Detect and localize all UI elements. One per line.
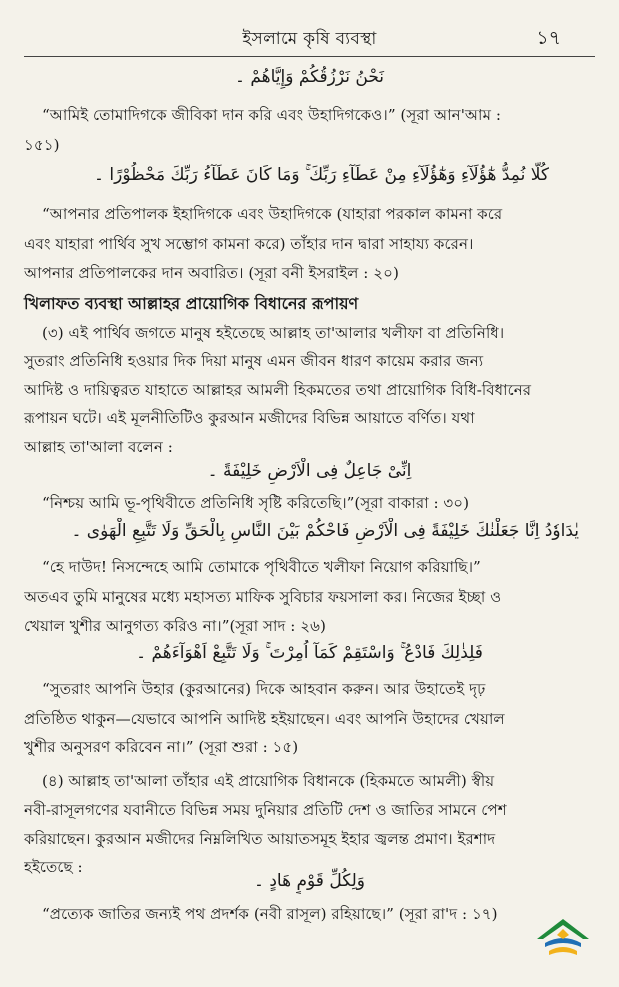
arabic-verse: وَلِكُلِّ قَوْمٍ هَادٍ ۔ <box>254 871 365 891</box>
paragraph-line: নবী-রাসূলগণের যবানীতে বিভিন্ন সময় দুনিয়ার প্রতিটি দেশ ও জাতির সামনে পেশ <box>24 801 507 819</box>
arabic-verse: اِنِّىْ جَاعِلٌ فِى الْاَرْضِ خَلِيْفَةً ۔ <box>207 461 412 481</box>
paragraph-line: (৪) আল্লাহ তা'আলা তাঁহার এই প্রায়োগিক বিধানকে (হিকমতে আমলী) স্বীয় <box>42 772 495 790</box>
paragraph-line: আপনার প্রতিপালকের দান অবারিত। (সূরা বনী ইসরাইল : ২০) <box>24 264 399 282</box>
paragraph-line: অতএব তুমি মানুষের মধ্যে মহাসত্য মাফিক সুবিচার ফয়সালা কর। নিজের ইচ্ছা ও <box>24 588 502 606</box>
paragraph-line: আল্লাহ তা'আলা বলেন : <box>24 438 173 456</box>
paragraph-line: করিয়াছেন। কুরআন মজীদের নিম্নলিখিত আয়াতসমূহ ইহার জ্বলন্ত প্রমাণ। ইরশাদ <box>24 830 496 848</box>
publisher-logo-icon <box>531 909 595 961</box>
paragraph-line: খুশীর অনুসরণ করিবেন না।” (সূরা শুরা : ১৫) <box>24 738 299 756</box>
paragraph-line: সুতরাং প্রতিনিধি হওয়ার দিক দিয়া মানুষ এমন জীবন ধারণ কায়েম করার জন্য <box>24 352 484 370</box>
paragraph-line: প্রতিষ্ঠিত থাকুন—যেভাবে আপনি আদিষ্ট হইয়াছেন। এবং আপনি উহাদের খেয়াল <box>24 710 505 728</box>
paragraph-line: “সুতরাং আপনি উহার (কুরআনের) দিকে আহবান করুন। আর উহাতেই দৃঢ় <box>42 680 486 698</box>
running-title: ইসলামে কৃষি ব্যবস্থা <box>242 29 377 49</box>
arabic-verse: نَحْنُ نَرْزُقُكُمْ وَإِيَّاهُمْ ۔ <box>234 67 385 87</box>
paragraph-line: (৩) এই পার্থিব জগতে মানুষ হইতেছে আল্লাহ তা'আলার খলীফা বা প্রতিনিধি। <box>42 324 505 342</box>
paragraph-line: “আমিই তোমাদিগকে জীবিকা দান করি এবং উহাদিগকেও।” (সূরা আন'আম : <box>42 106 502 124</box>
paragraph-line: “আপনার প্রতিপালক ইহাদিগকে এবং উহাদিগকে (যাহারা পরকাল কামনা করে <box>42 205 503 223</box>
paragraph-line: রূপায়ন ঘটে। এই মূলনীতিটিও কুরআন মজীদের বিভিন্ন আয়াতে বর্ণিত। যথা <box>24 409 475 427</box>
page-number: ১৭ <box>536 27 561 49</box>
header-divider <box>24 56 595 57</box>
paragraph-line: হইতেছে : <box>24 858 83 876</box>
arabic-verse: فَلِذٰلِكَ فَادْعُ ۚ وَاسْتَقِمْ كَمَآ اُمِرْتَ ۚ وَلَا تَتَّبِعْ اَهْوَآءَهُمْ ۔ <box>136 643 483 663</box>
paragraph-line: “নিশ্চয় আমি ভূ-পৃথিবীতে প্রতিনিধি সৃষ্টি করিতেছি।”(সূরা বাকারা : ৩০) <box>42 494 470 512</box>
paragraph-line: “প্রত্যেক জাতির জন্যই পথ প্রদর্শক (নবী রাসূল) রহিয়াছে।” (সূরা রা'দ : ১৭) <box>42 905 498 923</box>
arabic-verse: يٰدَاوٗدُ اِنَّا جَعَلْنٰكَ خَلِيْفَةً فِى الْاَرْضِ فَاحْكُمْ بَيْنَ النَّاسِ بِالْحَقِّ وَلَا تَتَّبِعِ الْهَوٰى ۔ <box>71 521 579 541</box>
paragraph-line: “হে দাউদ! নিসন্দেহে আমি তোমাকে পৃথিবীতে খলীফা নিয়োগ করিয়াছি।” <box>42 558 481 576</box>
paragraph-line: আদিষ্ট ও দায়িত্বরত যাহাতে আল্লাহর আমলী হিকমতের তথা প্রায়োগিক বিধি-বিধানের <box>24 381 532 399</box>
arabic-verse: كُلًّا نُمِدُّ هٰٓؤُلَآءِ وَهٰٓؤُلَآءِ مِنْ عَطَآءِ رَبِّكَ ۚ وَمَا كَانَ عَطَآءُ رَبِّكَ مَحْظُوْرًا ۔ <box>94 165 549 185</box>
paragraph-line: খেয়াল খুশীর আনুগত্য করিও না।”(সূরা সাদ : ২৬) <box>24 617 326 635</box>
paragraph-line: এবং যাহারা পার্থিব সুখ সম্ভোগ কামনা করে) তাঁহার দান দ্বারা সাহায্য করেন। <box>24 235 474 253</box>
paragraph-line: ১৫১) <box>24 136 60 154</box>
section-heading: খিলাফত ব্যবস্থা আল্লাহর প্রায়োগিক বিধানের রূপায়ণ <box>24 294 359 313</box>
